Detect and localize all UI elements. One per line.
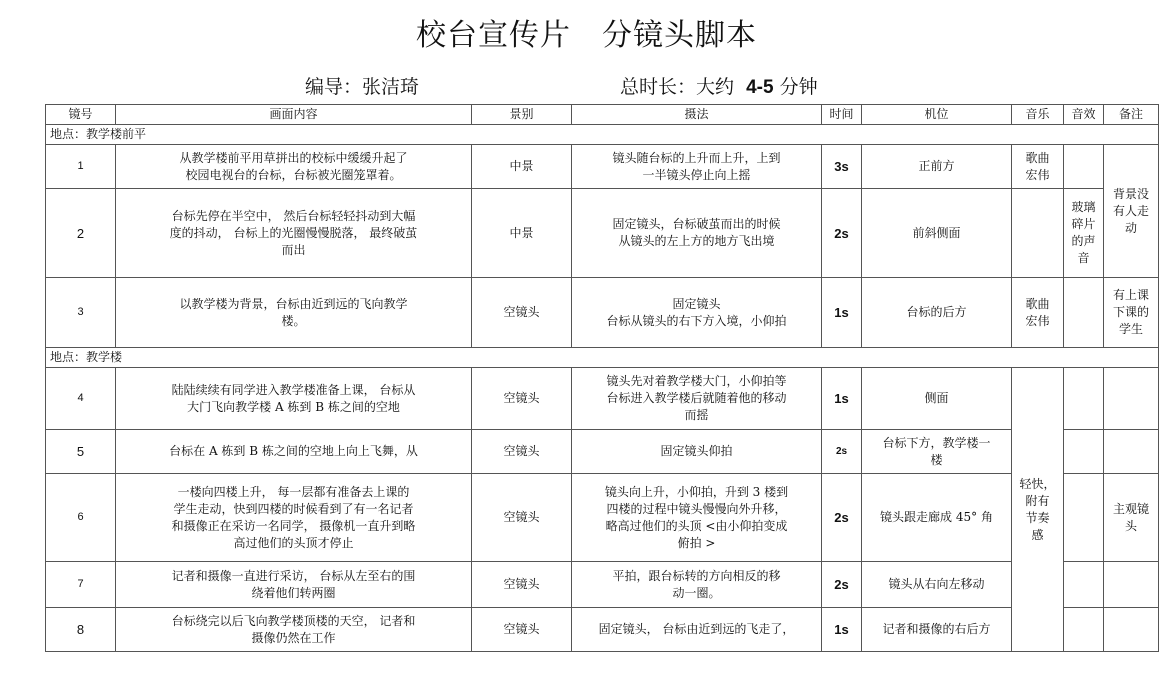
sfx-cell [1064,145,1104,189]
note-cell: 背景没 有人走 动 [1104,145,1159,278]
sfx-cell: 玻璃 碎片 的声 音 [1064,189,1104,278]
sfx-cell [1064,278,1104,348]
camera-position: 记者和摄像的右后方 [862,608,1012,652]
scene-content: 台标先停在半空中， 然后台标轻轻抖动到大幅 度的抖动， 台标上的光圈慢慢脱落， 最终破茧 而出 [116,189,472,278]
duration-value: 4-5 [746,77,774,98]
shot-scale: 中景 [472,189,572,278]
table-row [46,474,1159,562]
camera-position: 正前方 [862,145,1012,189]
header-cell: 摄法 [572,105,822,125]
shot-scale: 空镜头 [472,608,572,652]
shot-number: 3 [46,278,116,348]
camera-position: 镜头从右向左移动 [862,562,1012,608]
table-row [46,189,1159,278]
header-row [46,105,1159,125]
location-row [46,348,1159,368]
shot-scale: 空镜头 [472,562,572,608]
camera-method: 镜头随台标的上升而上升，上到 一半镜头停止向上摇 [572,145,822,189]
shot-number: 2 [46,189,116,278]
camera-method: 固定镜头，台标破茧而出的时候 从镜头的左上方的地方飞出境 [572,189,822,278]
location-label: 地点：教学楼前平 [46,125,1159,145]
storyboard-table [45,104,1159,652]
table-row [46,430,1159,474]
sfx-cell [1064,608,1104,652]
header-cell: 镜号 [46,105,116,125]
shot-scale: 空镜头 [472,474,572,562]
sfx-cell [1064,430,1104,474]
header-cell: 音乐 [1012,105,1064,125]
director-label: 编导：张洁琦 [305,76,420,98]
camera-position: 台标的后方 [862,278,1012,348]
page-title: 校台宣传片 分镜头脚本 [416,18,757,53]
camera-method: 固定镜头仰拍 [572,430,822,474]
shot-time: 2s [822,189,862,278]
duration-label: 总时长：大约 [620,76,735,98]
music-cell: 歌曲 宏伟 [1012,278,1064,348]
shot-scale: 空镜头 [472,430,572,474]
scene-content: 以教学楼为背景，台标由近到远的飞向教学 楼。 [116,278,472,348]
camera-position: 台标下方，教学楼一 楼 [862,430,1012,474]
shot-scale: 空镜头 [472,278,572,348]
duration-info [620,72,818,99]
note-cell: 有上课 下课的 学生 [1104,278,1159,348]
sfx-cell [1064,474,1104,562]
shot-number: 6 [46,474,116,562]
header-cell: 画面内容 [116,105,472,125]
note-cell [1104,608,1159,652]
scene-content: 记者和摄像一直进行采访， 台标从左至右的围 绕着他们转两圈 [116,562,472,608]
scene-content: 一楼向四楼上升， 每一层都有准备去上课的 学生走动，快到四楼的时候看到了有一名记者 和摄像正在采访一名同学， 摄像机一直升到略 高过他们的头顶才停止 [116,474,472,562]
shot-time: 1s [822,368,862,430]
camera-method: 镜头先对着教学楼大门，小仰拍等 台标进入教学楼后就随着他的移动 而摇 [572,368,822,430]
location-label: 地点：教学楼 [46,348,1159,368]
note-cell [1104,562,1159,608]
camera-position: 前斜侧面 [862,189,1012,278]
duration-unit: 分钟 [779,76,818,98]
scene-content: 台标绕完以后飞向教学楼顶楼的天空， 记者和 摄像仍然在工作 [116,608,472,652]
scene-content: 台标在 A 栋到 B 栋之间的空地上向上飞舞，从 [116,430,472,474]
camera-method: 固定镜头 台标从镜头的右下方入境，小仰拍 [572,278,822,348]
note-cell [1104,368,1159,430]
table-row [46,368,1159,430]
table-row [46,145,1159,189]
shot-time: 1s [822,608,862,652]
music-cell: 歌曲 宏伟 [1012,145,1064,189]
table-row [46,278,1159,348]
camera-method: 平拍，跟台标转的方向相反的移 动一圈。 [572,562,822,608]
sfx-cell [1064,562,1104,608]
camera-method: 固定镜头， 台标由近到远的飞走了， [572,608,822,652]
location-row [46,125,1159,145]
header-cell: 时间 [822,105,862,125]
header-cell: 景别 [472,105,572,125]
shot-number: 7 [46,562,116,608]
camera-method: 镜头向上升，小仰拍，升到 3 楼到 四楼的过程中镜头慢慢向外升移， 略高过他们的头顶 <由小仰拍变成 俯拍 > [572,474,822,562]
shot-scale: 空镜头 [472,368,572,430]
music-cell [1012,189,1064,278]
note-cell: 主观镜 头 [1104,474,1159,562]
shot-time: 2s [822,430,862,474]
shot-number: 8 [46,608,116,652]
shot-scale: 中景 [472,145,572,189]
camera-position: 镜头跟走廊成 45° 角 [862,474,1012,562]
shot-number: 5 [46,430,116,474]
header-cell: 备注 [1104,105,1159,125]
table-row [46,608,1159,652]
camera-position: 侧面 [862,368,1012,430]
shot-number: 4 [46,368,116,430]
shot-number: 1 [46,145,116,189]
note-cell [1104,430,1159,474]
shot-time: 2s [822,562,862,608]
header-cell: 音效 [1064,105,1104,125]
shot-time: 1s [822,278,862,348]
music-cell: 轻快， 附有 节奏 感 [1012,368,1064,652]
shot-time: 2s [822,474,862,562]
shot-time: 3s [822,145,862,189]
scene-content: 从教学楼前平用草拼出的校标中缓缓升起了 校园电视台的台标，台标被光圈笼罩着。 [116,145,472,189]
scene-content: 陆陆续续有同学进入教学楼准备上课， 台标从 大门飞向教学楼 A 栋到 B 栋之间的空地 [116,368,472,430]
sfx-cell [1064,368,1104,430]
table-row [46,562,1159,608]
header-cell: 机位 [862,105,1012,125]
